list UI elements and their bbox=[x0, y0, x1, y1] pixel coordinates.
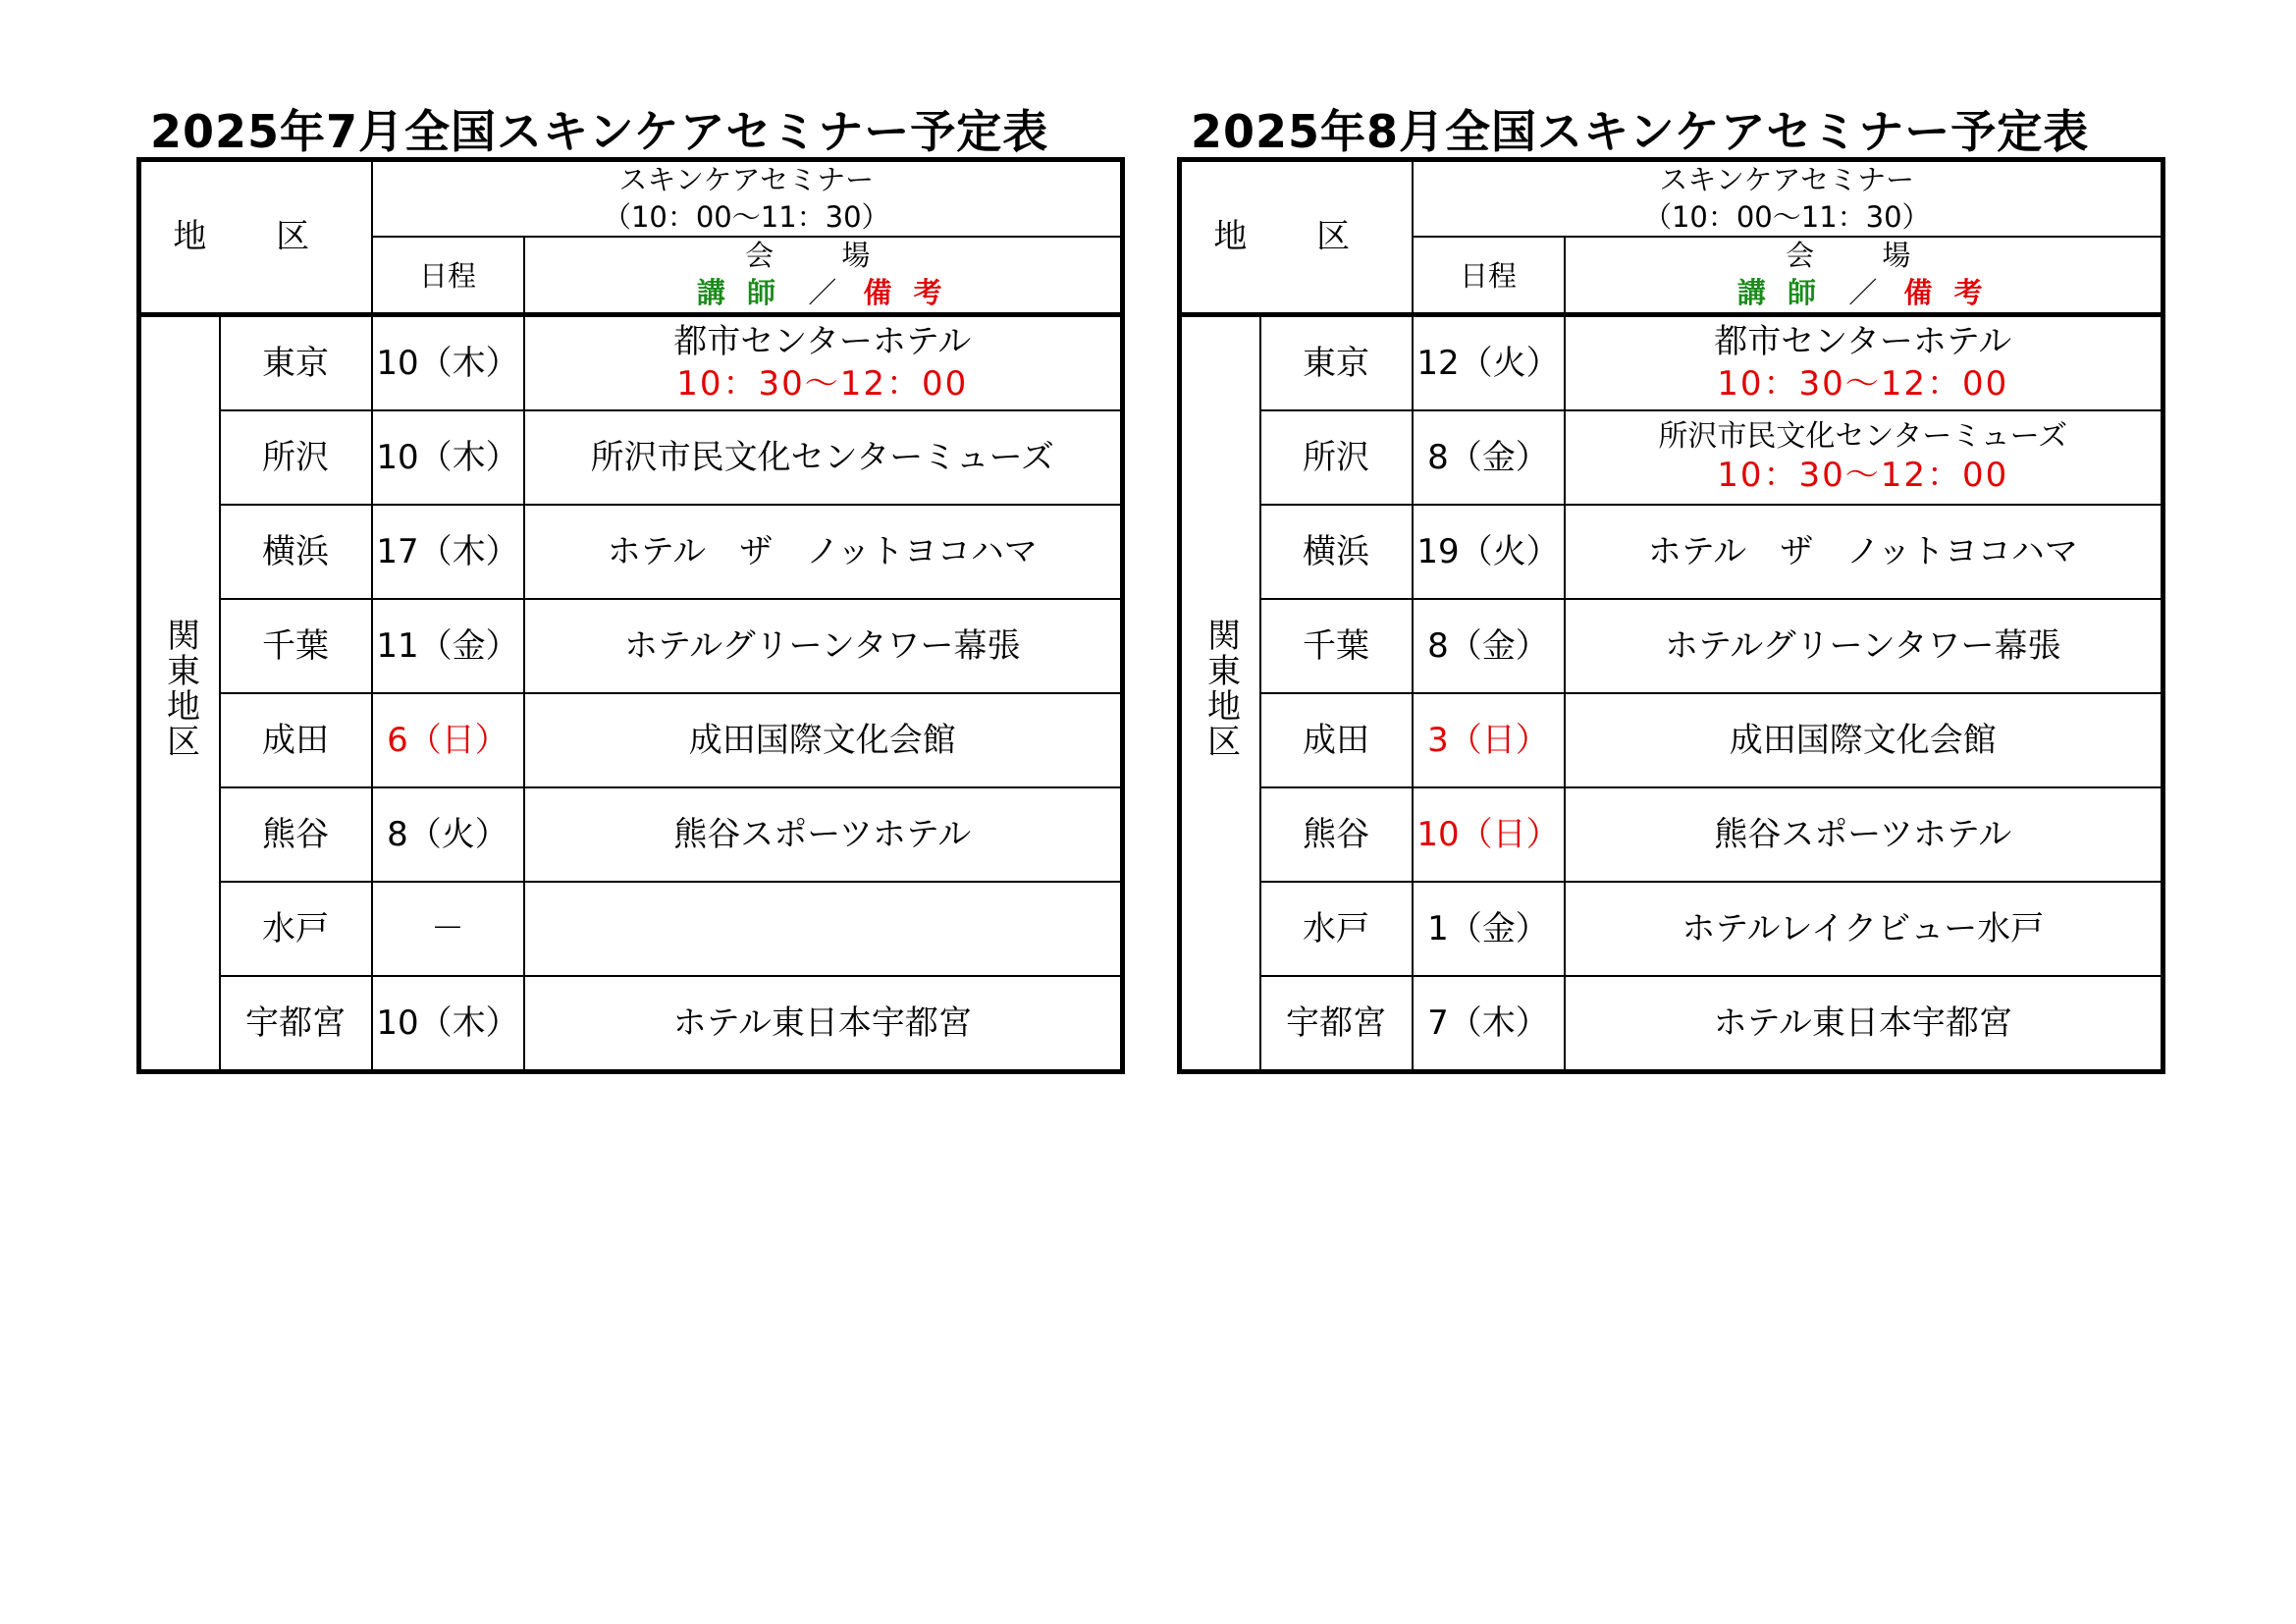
date-cell: 6（日） bbox=[372, 693, 524, 787]
venue-cell bbox=[1565, 787, 2163, 882]
date-cell: 8（金） bbox=[1413, 599, 1565, 693]
venue-name: 成田国際文化会館 bbox=[1729, 720, 1997, 760]
region-group-cell bbox=[1180, 314, 1260, 1071]
venue-note-time: 10：30～12：00 bbox=[1717, 456, 2009, 496]
seminar-time: （10：00～11：30） bbox=[1642, 199, 1931, 234]
area-cell: 横浜 bbox=[220, 505, 372, 599]
venue-cell bbox=[524, 787, 1123, 882]
table-row bbox=[139, 505, 1123, 599]
venue-note-time: 10：30～12：00 bbox=[676, 363, 969, 404]
area-cell: 所沢 bbox=[1260, 410, 1413, 505]
area-cell: 宇都宮 bbox=[1260, 976, 1413, 1072]
july-table-body bbox=[139, 160, 1123, 1072]
region-header-label: 地 区 bbox=[1213, 217, 1380, 257]
date-cell: 8（火） bbox=[372, 787, 524, 882]
table-row bbox=[139, 693, 1123, 787]
venue-name: ホテルレイクビュー水戸 bbox=[1682, 908, 2045, 948]
area-cell: 千葉 bbox=[220, 599, 372, 693]
date-header bbox=[1413, 237, 1565, 314]
lecturer-label: 講 師 bbox=[1736, 276, 1823, 310]
seminar-header bbox=[372, 160, 1123, 238]
table-row bbox=[1180, 882, 2163, 976]
area-cell: 宇都宮 bbox=[220, 976, 372, 1072]
area-cell: 横浜 bbox=[1260, 505, 1413, 599]
august-title: 2025年8月全国スキンケアセミナー予定表 bbox=[1191, 105, 2090, 158]
date-cell: 19（火） bbox=[1413, 505, 1565, 599]
venue-name: ホテル東日本宇都宮 bbox=[672, 1002, 972, 1043]
region-group-cell bbox=[139, 314, 220, 1071]
venue-cell bbox=[524, 505, 1123, 599]
area-cell: 熊谷 bbox=[1260, 787, 1413, 882]
date-cell: 17（木） bbox=[372, 505, 524, 599]
region-group-label: 関東地区 bbox=[1201, 617, 1241, 759]
table-header-row bbox=[139, 160, 1123, 238]
venue-name: ホテルグリーンタワー幕張 bbox=[623, 625, 1021, 666]
area-cell: 東京 bbox=[220, 314, 372, 410]
table-row bbox=[139, 976, 1123, 1072]
date-cell: － bbox=[372, 882, 524, 976]
lecturer-label: 講 師 bbox=[696, 276, 782, 310]
date-cell: 1（金） bbox=[1413, 882, 1565, 976]
table-row bbox=[139, 882, 1123, 976]
table-row bbox=[139, 599, 1123, 693]
region-group-label: 関東地区 bbox=[160, 617, 200, 759]
table-row bbox=[1180, 976, 2163, 1072]
venue-cell bbox=[524, 410, 1123, 505]
date-cell: 7（木） bbox=[1413, 976, 1565, 1072]
area-cell: 成田 bbox=[220, 693, 372, 787]
venue-name: 都市センターホテル bbox=[673, 322, 972, 362]
venue-cell bbox=[1565, 882, 2163, 976]
table-row bbox=[1180, 693, 2163, 787]
venue-cell bbox=[524, 882, 1123, 976]
table-row bbox=[1180, 599, 2163, 693]
venue-cell bbox=[1565, 693, 2163, 787]
date-header-label: 日程 bbox=[1459, 258, 1517, 293]
date-cell: 10（日） bbox=[1413, 787, 1565, 882]
july-title: 2025年7月全国スキンケアセミナー予定表 bbox=[150, 105, 1049, 158]
venue-header bbox=[1565, 237, 2163, 314]
venue-note-time: 10：30～12：00 bbox=[1717, 363, 2009, 404]
table-row bbox=[139, 314, 1123, 410]
seminar-name: スキンケアセミナー bbox=[618, 163, 875, 196]
area-cell: 千葉 bbox=[1260, 599, 1413, 693]
august-schedule-table bbox=[1177, 157, 2165, 1074]
region-header-label: 地 区 bbox=[173, 217, 340, 257]
date-cell: 11（金） bbox=[372, 599, 524, 693]
date-cell: 10（木） bbox=[372, 410, 524, 505]
venue-header-label: 会 場 bbox=[1786, 239, 1941, 273]
area-cell: 水戸 bbox=[1260, 882, 1413, 976]
venue-name: ホテル ザ ノットヨコハマ bbox=[1647, 531, 2078, 571]
remarks-label: 備 考 bbox=[863, 276, 948, 310]
venue-name: ホテル ザ ノットヨコハマ bbox=[607, 531, 1038, 571]
table-row bbox=[139, 410, 1123, 505]
region-header bbox=[139, 160, 372, 315]
venue-name: 所沢市民文化センターミューズ bbox=[590, 437, 1054, 477]
date-cell: 12（火） bbox=[1413, 314, 1565, 410]
venue-cell bbox=[1565, 599, 2163, 693]
table-header-row bbox=[1180, 160, 2163, 238]
table-row bbox=[1180, 314, 2163, 410]
slash-label: ／ bbox=[1848, 276, 1878, 310]
table-row bbox=[1180, 787, 2163, 882]
venue-cell bbox=[524, 599, 1123, 693]
venue-cell bbox=[524, 314, 1123, 410]
slash-label: ／ bbox=[808, 276, 837, 310]
venue-cell bbox=[1565, 410, 2163, 505]
venue-name: 成田国際文化会館 bbox=[688, 720, 956, 760]
table-row bbox=[139, 787, 1123, 882]
venue-header-label: 会 場 bbox=[745, 239, 900, 273]
venue-header bbox=[524, 237, 1123, 314]
date-cell: 8（金） bbox=[1413, 410, 1565, 505]
date-cell: 10（木） bbox=[372, 976, 524, 1072]
date-header-label: 日程 bbox=[418, 258, 476, 293]
july-schedule-table bbox=[136, 157, 1125, 1074]
date-header bbox=[372, 237, 524, 314]
seminar-header bbox=[1413, 160, 2163, 238]
table-row bbox=[1180, 410, 2163, 505]
date-cell: 10（木） bbox=[372, 314, 524, 410]
venue-cell bbox=[1565, 976, 2163, 1072]
date-cell: 3（日） bbox=[1413, 693, 1565, 787]
area-cell: 東京 bbox=[1260, 314, 1413, 410]
venue-name: 都市センターホテル bbox=[1714, 322, 2012, 362]
area-cell: 成田 bbox=[1260, 693, 1413, 787]
venue-name: 所沢市民文化センターミューズ bbox=[1658, 418, 2068, 454]
venue-name: 熊谷スポーツホテル bbox=[1714, 814, 2012, 854]
table-row bbox=[1180, 505, 2163, 599]
seminar-name: スキンケアセミナー bbox=[1659, 163, 1915, 196]
venue-name: 熊谷スポーツホテル bbox=[673, 814, 972, 854]
venue-cell bbox=[1565, 314, 2163, 410]
venue-cell bbox=[524, 976, 1123, 1072]
venue-cell bbox=[524, 693, 1123, 787]
remarks-label: 備 考 bbox=[1903, 276, 1989, 310]
august-table-body bbox=[1180, 160, 2163, 1072]
seminar-time: （10：00～11：30） bbox=[602, 199, 890, 234]
region-header bbox=[1180, 160, 1413, 315]
venue-name: ホテルグリーンタワー幕張 bbox=[1664, 625, 2061, 666]
area-cell: 水戸 bbox=[220, 882, 372, 976]
venue-name: ホテル東日本宇都宮 bbox=[1713, 1002, 2012, 1043]
venue-cell bbox=[1565, 505, 2163, 599]
area-cell: 所沢 bbox=[220, 410, 372, 505]
area-cell: 熊谷 bbox=[220, 787, 372, 882]
